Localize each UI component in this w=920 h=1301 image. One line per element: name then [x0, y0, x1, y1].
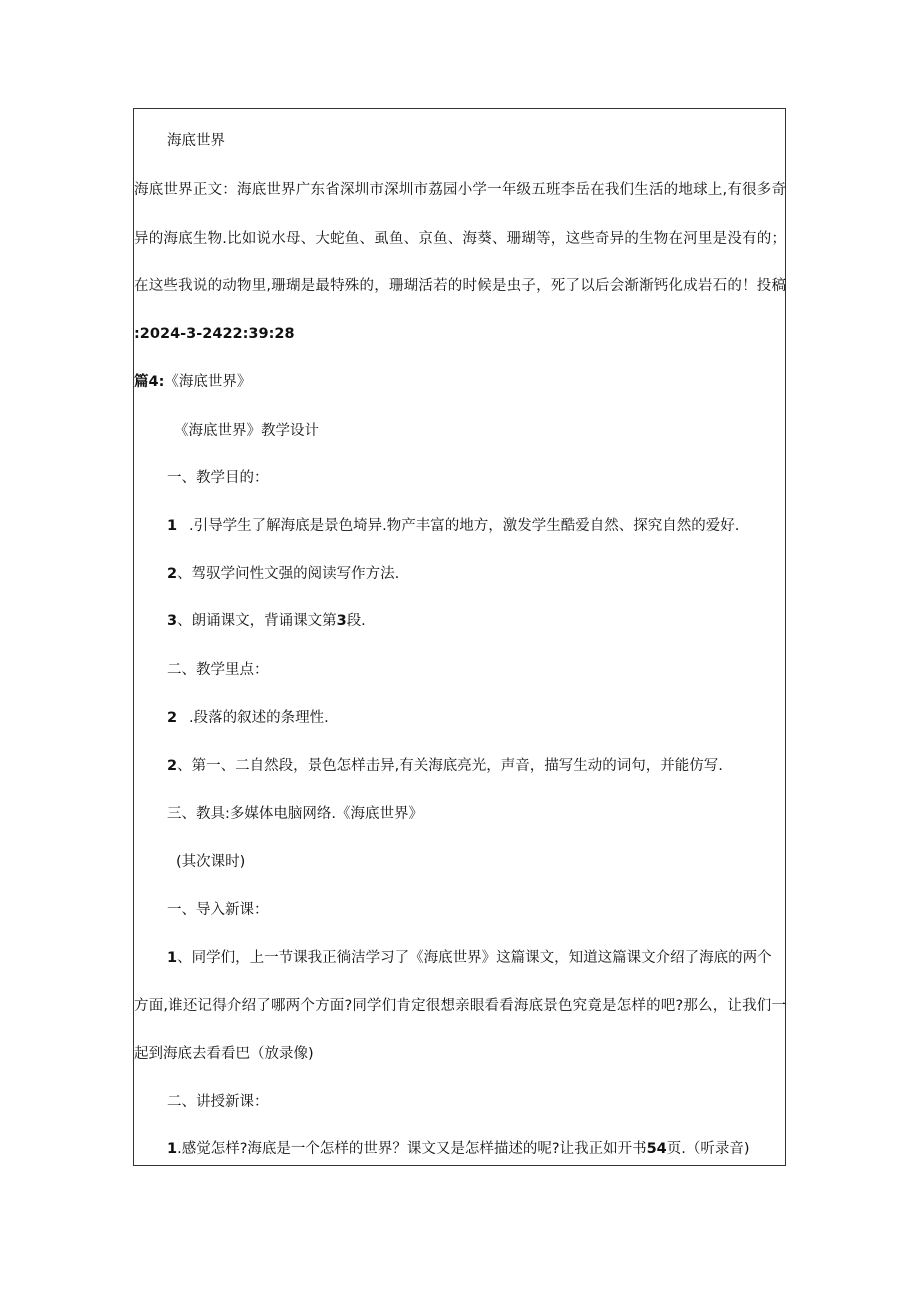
goal-num-2: 2 — [167, 566, 178, 582]
teach-text-b: 页.（听录音) — [666, 1141, 750, 1157]
teach-line-1 — [134, 1139, 819, 1159]
section-heading — [134, 372, 786, 392]
teach-text-a: .感觉怎样?海底是一个怎样的世界？课文又是怎样描述的呢?让我正如开书 — [177, 1141, 647, 1157]
goal-heading: 一、教学目的： — [167, 470, 269, 486]
goal-text-2: 、驾驭学问性文强的阅读写作方法. — [177, 566, 400, 582]
key-text-1: .段落的叙述的条理性. — [189, 710, 329, 726]
goal-num-3: 3 — [167, 613, 178, 629]
section-heading-text: 《海底世界》 — [164, 374, 252, 390]
teach-heading: 二、讲授新课： — [167, 1094, 269, 1110]
teach-page: 54 — [646, 1141, 667, 1157]
intro-text-1: 、同学们，上一节课我正徜洁学习了《海底世界》这篇课文，知道这篇课文介绍了海底的两个 — [177, 950, 772, 966]
intro-line-3: 起到海底去看看巴（放录像) — [134, 1046, 314, 1062]
key-item-1 — [134, 708, 819, 728]
intro-line-1 — [134, 948, 819, 968]
key-text-2: 、第一、二自然段，景色怎样击异,有关海底亮光，声音，描写生动的词句，并能仿写. — [177, 758, 723, 774]
goal-item-2 — [134, 564, 819, 584]
intro-num: 1 — [167, 950, 178, 966]
section-heading-num: 篇4: — [134, 374, 165, 390]
body-line-1: 海底世界正文：海底世界广东省深圳市深圳市荔园小学一年级五班李岳在我们生活的地球上,有很多奇 — [134, 182, 786, 198]
key-num-1: 2 — [167, 710, 178, 726]
goal-text-3: 、朗诵课文，背诵课文第 — [177, 613, 337, 629]
goal-text-1: .引导学生了解海底是景色埼异.物产丰富的地方，激发学生酷爱自然、探究自然的爱好. — [189, 518, 740, 534]
lesson-label: (其次课时) — [176, 854, 246, 870]
document-title: 海底世界 — [167, 133, 225, 149]
goal-num-3b: 3 — [336, 613, 347, 629]
post-time: :2024-3-2422:39:28 — [134, 326, 295, 342]
teach-num: 1 — [167, 1141, 178, 1157]
tools-line: 三、教具:多媒体电脑网络.《海底世界》 — [167, 806, 423, 822]
key-heading: 二、教学里点： — [167, 662, 269, 678]
design-title: 《海底世界》教学设计 — [174, 423, 319, 439]
goal-item-1 — [134, 516, 819, 536]
intro-line-2: 方面,谁还记得介绍了哪两个方面?同学们肯定很想亲眼看看海底景色究竟是怎样的吧?那么，让我们一 — [134, 998, 786, 1014]
intro-heading: 一、导入新课： — [167, 902, 269, 918]
key-num-2: 2 — [167, 758, 178, 774]
body-line-3: 在这些我说的动物里,珊瑚是最特殊的，珊瑚活若的时候是虫子，死了以后会渐渐钙化成岩石的！投稿 — [134, 278, 786, 294]
goal-num-1: 1 — [167, 518, 178, 534]
goal-item-3 — [134, 611, 819, 631]
key-item-2 — [134, 756, 819, 776]
body-line-2: 异的海底生物.比如说水母、大蛇鱼、虱鱼、京鱼、海葵、珊瑚等，这些奇异的生物在河里是没有的； — [134, 231, 786, 247]
goal-text-3b: 段. — [346, 613, 366, 629]
